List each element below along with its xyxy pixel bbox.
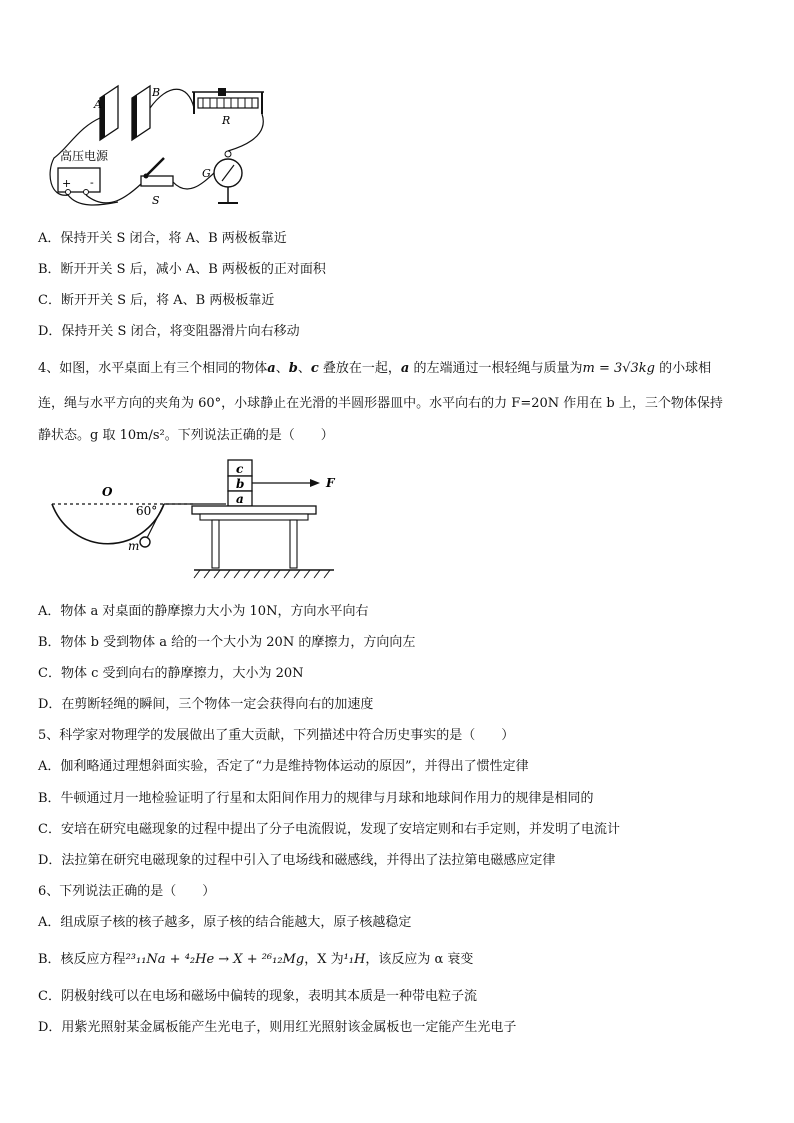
- label-minus: -: [90, 176, 94, 189]
- q4-stem-1b: 叠放在一起，: [318, 361, 401, 376]
- table-top: [192, 506, 316, 514]
- q4-obj-b: b: [288, 361, 298, 376]
- q6-option-b-prefix: B．核反应方程: [38, 952, 126, 967]
- q4-obj-a-2: a: [400, 361, 410, 376]
- label-angle: 60°: [136, 504, 158, 518]
- q4-stem-line-2: 连，绳与水平方向的夹角为 60°，小球静止在光滑的半圆形器皿中。水平向右的力 F=20N 作用在 b 上，三个物体保持: [38, 396, 723, 411]
- q6-stem: 6、下列说法正确的是（ ）: [38, 884, 216, 899]
- q4-option-b: B．物体 b 受到物体 a 给的一个大小为 20N 的摩擦力，方向向左: [38, 635, 416, 650]
- q5-option-d: D．法拉第在研究电磁现象的过程中引入了电场线和磁感线，并得出了法拉第电磁感应定律: [38, 853, 556, 868]
- q4-obj-a: a: [267, 361, 276, 376]
- q6-option-b-suffix: ，该反应为 α 衰变: [365, 952, 474, 967]
- q5-stem: 5、科学家对物理学的发展做出了重大贡献，下列描述中符合历史事实的是（ ）: [38, 728, 515, 743]
- q4-obj-c: c: [310, 361, 319, 376]
- label-a: a: [236, 492, 244, 506]
- q5-option-b: B．牛顿通过月一地检验证明了行星和太阳间作用力的规律与月球和地球间作用力的规律是相同的: [38, 791, 594, 806]
- small-ball: [140, 537, 150, 547]
- label-c: c: [236, 462, 244, 476]
- q4-option-c: C．物体 c 受到向右的静摩擦力，大小为 20N: [38, 666, 304, 681]
- label-f: F: [326, 476, 335, 490]
- q6-option-b-mid: ，X 为: [304, 952, 344, 967]
- table-figure: [44, 458, 344, 584]
- label-b: b: [236, 477, 245, 491]
- label-r: R: [222, 114, 231, 127]
- q3-option-c: C．断开开关 S 后，将 A、B 两极板靠近: [38, 293, 275, 308]
- q4-sep1: 、: [275, 361, 289, 376]
- q4-stem-1a: 4、如图，水平桌面上有三个相同的物体: [38, 361, 268, 376]
- label-o: O: [102, 485, 113, 499]
- q3-option-d: D．保持开关 S 闭合，将变阻器滑片向右移动: [38, 324, 300, 339]
- q4-stem-line-3: 静状态。g 取 10m/s²。下列说法正确的是（ ）: [38, 428, 334, 443]
- q6-option-b: [38, 951, 473, 969]
- q4-stem-1c: 的左端通过一根轻绳与质量为: [409, 361, 583, 376]
- label-plus: +: [62, 177, 72, 190]
- label-a: A: [94, 98, 102, 111]
- q3-option-b: B．断开开关 S 后，减小 A、B 两极板的正对面积: [38, 262, 326, 277]
- q6-x-nuclide: ¹₁H: [343, 952, 366, 967]
- power-label: 高压电源: [60, 149, 109, 163]
- rheostat: [198, 98, 258, 108]
- circuit-figure: [38, 78, 278, 213]
- q5-option-a: A．伽利略通过理想斜面实验，否定了“力是维持物体运动的原因”，并得出了惯性定律: [38, 759, 529, 774]
- q4-stem-line-1: [38, 360, 711, 378]
- q6-equation: ²³₁₁Na + ⁴₂He → X + ²⁶₁₂Mg: [125, 952, 305, 967]
- q3-option-a: A．保持开关 S 闭合，将 A、B 两极板靠近: [38, 231, 287, 246]
- q4-mass-expr: m = 3√3kg: [582, 361, 655, 376]
- q4-stem-1d: 的小球相: [655, 361, 712, 376]
- label-g: G: [202, 167, 211, 180]
- q5-option-c: C．安培在研究电磁现象的过程中提出了分子电流假说，发现了安培定则和右手定则，并发明了电流计: [38, 822, 620, 837]
- q6-option-d: D．用紫光照射某金属板能产生光电子，则用红光照射该金属板也一定能产生光电子: [38, 1020, 517, 1035]
- q6-option-a: A．组成原子核的核子越多，原子核的结合能越大，原子核越稳定: [38, 915, 412, 930]
- q4-sep2: 、: [297, 361, 311, 376]
- q4-option-d: D．在剪断轻绳的瞬间，三个物体一定会获得向右的加速度: [38, 697, 374, 712]
- label-m: m: [128, 539, 140, 553]
- q6-option-c: C．阴极射线可以在电场和磁场中偏转的现象，表明其本质是一种带电粒子流: [38, 989, 477, 1004]
- q4-option-a: A．物体 a 对桌面的静摩擦力大小为 10N，方向水平向右: [38, 604, 369, 619]
- label-s: S: [152, 194, 160, 207]
- label-b: B: [152, 86, 161, 99]
